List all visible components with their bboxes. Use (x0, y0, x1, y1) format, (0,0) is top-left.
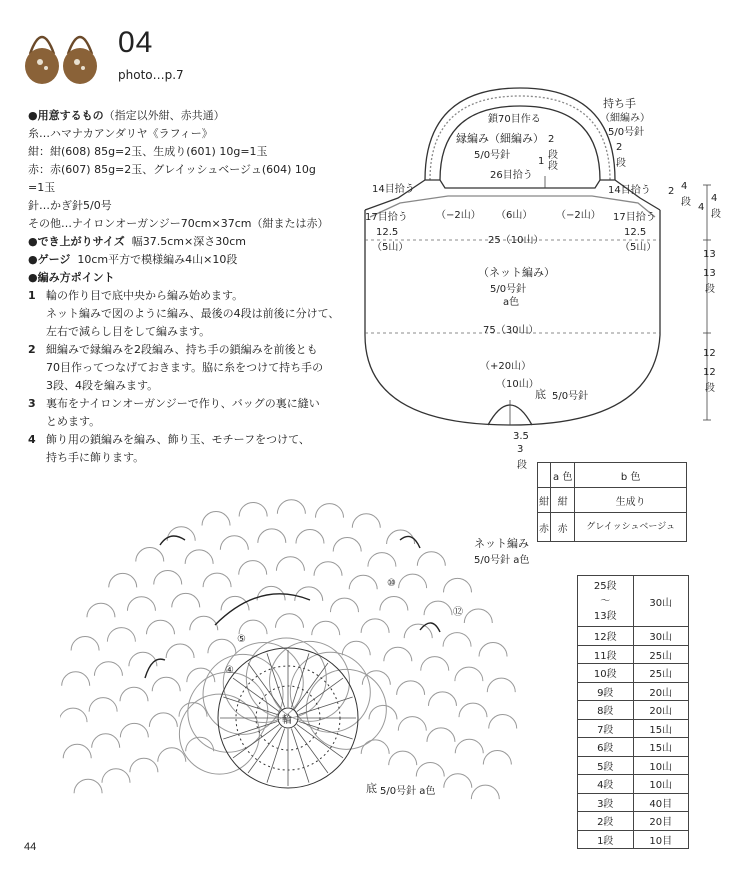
net-loop (107, 628, 135, 642)
stitch-spoke (297, 678, 343, 712)
edge-rows-2: 2 (548, 134, 555, 145)
step-4: 4 飾り用の鎖編みを編み、飾り玉、モチーフをつけて、 持ち手に飾ります。 (28, 433, 310, 464)
net-loop (444, 578, 472, 592)
net-loop (120, 687, 148, 701)
net-loop (416, 762, 444, 776)
side-4-unit: 段 (681, 197, 691, 208)
stitch-spoke (298, 721, 352, 739)
width-12-5-left: 12.5 (376, 227, 399, 238)
net-loop (443, 633, 471, 647)
other-line: その他…ナイロンオーガンジー70cm×37cm（紺または赤） (28, 217, 329, 230)
pick-14-right: 14目拾う (608, 185, 651, 196)
table-row: 6段 15山 (578, 738, 689, 757)
net-loop (275, 614, 303, 628)
net-loop (71, 636, 99, 650)
color-table (537, 462, 687, 542)
net-loop (455, 739, 483, 753)
net-loop (349, 575, 377, 589)
net-loop (389, 751, 417, 765)
net-loop (398, 717, 426, 731)
step-1: 1 輪の作り目で底中央から編み始めます。 ネット編みで図のように編み、最後の4段は前後に分けて、 左右で減らし目をして編みます。 (28, 289, 340, 338)
net-loop (444, 774, 472, 788)
net-loop (208, 639, 236, 653)
radius-3: 3 (517, 444, 524, 455)
table-row: 紺 紺 生成り (538, 488, 687, 513)
net-loop (315, 504, 343, 518)
step-2: 2 細編みで縁編みを2段編み、持ち手の鎖編みを前後とも 70目作ってつなげておきます。脇に糸をつけて持ち手の 3段、4段を編みます。 (28, 343, 324, 392)
net-loop (154, 570, 182, 584)
net-loop (333, 537, 361, 551)
net-loop (87, 603, 115, 617)
red-line-2: =1玉 (28, 181, 56, 194)
net-loop (239, 502, 267, 516)
handle-hook: 5/0号針 (608, 127, 645, 138)
net-loop (129, 652, 157, 666)
stitch-spoke (291, 728, 309, 782)
chart-round-12: ⑫ (453, 607, 463, 618)
net-loop (239, 620, 267, 634)
side-4: 4 (681, 181, 688, 192)
six-repeats: （6山） (496, 210, 533, 221)
chart-bottom-label: 底 (366, 782, 377, 795)
net-loop (342, 641, 370, 655)
rows-table (577, 575, 689, 849)
handle-sub: （細編み） (600, 113, 650, 124)
chart-round-10: ⑩ (387, 578, 396, 589)
pick-17-right: 17目拾う (613, 212, 656, 223)
chain-label: 鎖70目作る (488, 114, 541, 125)
page-number: 44 (24, 841, 37, 853)
edge-rows-1-unit: 段 (548, 161, 558, 172)
net-loop (417, 552, 445, 566)
table-row: 25段 〜 13段 30山 (578, 576, 689, 627)
net-loop (314, 562, 342, 576)
materials-heading: ●用意するもの (28, 109, 104, 122)
net-loop (146, 620, 174, 634)
net-loop (455, 667, 483, 681)
net-loop (203, 573, 231, 587)
net-loop (136, 548, 164, 562)
handle-rows-unit: 段 (616, 158, 626, 169)
net-loop (74, 779, 102, 793)
net-loop (399, 574, 427, 588)
net-loop (167, 527, 195, 541)
net-loop (361, 619, 389, 633)
width-5-right: （5山） (620, 242, 657, 253)
table-row: 12段 30山 (578, 627, 689, 646)
net-loop (483, 751, 511, 765)
materials-note: （指定以外紺、赤共通） (103, 109, 225, 122)
stitch-spoke (267, 728, 285, 782)
stitch-spoke (248, 727, 282, 773)
net-loop (185, 550, 213, 564)
ten-repeats: （10山） (496, 379, 539, 390)
net-loop (109, 573, 137, 587)
net-loop (489, 714, 517, 728)
net-loop (479, 643, 507, 657)
radius-3-5: 3.5 (513, 431, 529, 442)
net-loop (239, 561, 267, 575)
edge-rows-1: 1 (538, 156, 545, 167)
width-5-left: （5山） (372, 242, 409, 253)
width-25: 25（10山） (488, 235, 544, 246)
net-loop (166, 644, 194, 658)
v-13-rows-unit: 段 (705, 284, 715, 295)
bottom-label: 底 (535, 388, 546, 401)
v-12: 12 (703, 348, 716, 359)
net-loop (152, 677, 180, 691)
gauge-heading: ●ゲージ (28, 253, 71, 266)
chart-bottom-hook: 5/0号針 a色 (380, 786, 436, 797)
net-loop (62, 672, 90, 686)
net-loop (464, 609, 492, 623)
yarn-line: 糸…ハマナカアンダリヤ《ラフィー》 (28, 127, 213, 140)
table-row: 9段 20山 (578, 682, 689, 701)
step-3: 3 裏布をナイロンオーガンジーで作り、バッグの裏に縫い とめます。 (28, 397, 320, 428)
table-row: 4段 10山 (578, 775, 689, 794)
net-loop (127, 597, 155, 611)
table-row: 赤 赤 グレイッシュベージュ (538, 513, 687, 542)
edge-hook: 5/0号針 (474, 150, 511, 161)
net-loop (312, 621, 340, 635)
side-2: 2 (668, 186, 675, 197)
net-loop (276, 557, 304, 571)
bag-photo (22, 18, 104, 88)
bottom-hook: 5/0号針 (552, 391, 589, 402)
edge-title: 縁編み（細編み） (456, 132, 544, 145)
net-loop (404, 624, 432, 638)
chart-round-4: ④ (225, 665, 234, 676)
decrease-right: （−2山） (556, 210, 601, 221)
pick-14-left: 14目拾う (372, 184, 415, 195)
stitch-spoke (294, 663, 328, 709)
table-row: 8段 20山 (578, 701, 689, 720)
net-loop (361, 740, 389, 754)
handle-rows-num: 2 (616, 142, 623, 153)
net-loop (130, 758, 158, 772)
v-4-rows: 4 (711, 193, 718, 204)
stitch-spoke (297, 724, 343, 758)
stitch-spoke (233, 724, 279, 758)
v-12-rows: 12 (703, 367, 716, 378)
stitch-spoke (223, 697, 277, 715)
width-12-5-right: 12.5 (624, 227, 647, 238)
table-row: 11段 25山 (578, 645, 689, 664)
table-row: 3段 40目 (578, 793, 689, 812)
photo-reference: photo…p.7 (118, 68, 184, 82)
table-row: 5段 10山 (578, 756, 689, 775)
chart-net-label: ネット編み (474, 537, 529, 550)
net-loop (487, 678, 515, 692)
net-loop (149, 713, 177, 727)
chart-center: 輪 (282, 715, 292, 726)
table-row: 2段 20目 (578, 812, 689, 831)
table-row: a 色 b 色 (538, 463, 687, 488)
pick-17-left: 17目拾う (365, 212, 408, 223)
stitch-spoke (291, 653, 309, 707)
net-loop (202, 512, 230, 526)
v-4: 4 (698, 202, 705, 213)
pattern-number: 04 (118, 26, 154, 59)
hook-line: 針…かぎ針5/0号 (28, 199, 112, 212)
stitch-chart (60, 480, 530, 820)
points-heading: ●編み方ポイント (28, 271, 115, 284)
net-loop (397, 681, 425, 695)
width-75: 75（30山） (483, 325, 539, 336)
net-loop (424, 601, 452, 615)
radius-3-unit: 段 (517, 460, 527, 471)
net-loop (471, 785, 499, 799)
net-loop (158, 748, 186, 762)
edge-rows-2-unit: 段 (548, 150, 558, 161)
v-13: 13 (703, 249, 716, 260)
net-loop (102, 769, 130, 783)
navy-line: 紺：紺(608) 85g=2玉、生成り(601) 10g=1玉 (28, 145, 268, 158)
increase-20: （+20山） (480, 361, 532, 372)
net-loop (459, 703, 487, 717)
size-value: 幅37.5cm×深さ30cm (131, 235, 246, 248)
materials-block (28, 107, 368, 467)
net-loop (188, 672, 268, 752)
net-loop (296, 529, 324, 543)
v-12-rows-unit: 段 (705, 383, 715, 394)
table-row: 1段 10目 (578, 830, 689, 849)
net-hook: 5/0号針 (490, 284, 527, 295)
net-loop (89, 698, 117, 712)
net-loop (428, 692, 456, 706)
red-line-1: 赤：赤(607) 85g=2玉、グレイッシュベージュ(604) 10g (28, 163, 316, 176)
size-heading: ●でき上がりサイズ (28, 235, 125, 248)
stitch-spoke (294, 727, 328, 773)
gauge-value: 10cm平方で模様編み4山×10段 (77, 253, 238, 266)
net-loop (94, 662, 122, 676)
net-loop (258, 529, 286, 543)
stitch-spoke (248, 663, 282, 709)
net-loop (384, 647, 412, 661)
net-loop (330, 598, 358, 612)
net-color: a色 (503, 297, 520, 308)
table-row: 10段 25山 (578, 664, 689, 683)
net-loop (277, 500, 305, 514)
net-loop (172, 593, 200, 607)
net-loop (368, 553, 396, 567)
net-loop (369, 705, 397, 719)
v-13-rows: 13 (703, 268, 716, 279)
stitch-spoke (223, 721, 277, 739)
net-loop (380, 596, 408, 610)
net-loop (186, 737, 214, 751)
net-title: （ネット編み） (478, 266, 555, 279)
net-loop (120, 723, 148, 737)
net-loop (352, 514, 380, 528)
decrease-left: （−2山） (436, 210, 481, 221)
handle-title: 持ち手 (603, 97, 636, 110)
net-loop (60, 708, 87, 722)
net-loop (92, 734, 120, 748)
net-loop (190, 616, 218, 630)
v-4-rows-unit: 段 (711, 209, 721, 220)
net-loop (427, 728, 455, 742)
net-loop (220, 536, 248, 550)
chart-net-hook: 5/0号針 a色 (474, 555, 530, 566)
net-loop (421, 657, 449, 671)
table-row: 7段 15山 (578, 719, 689, 738)
chart-round-5: ⑤ (237, 634, 246, 645)
pick-26: 26目拾う (490, 170, 533, 181)
net-loop (63, 744, 91, 758)
